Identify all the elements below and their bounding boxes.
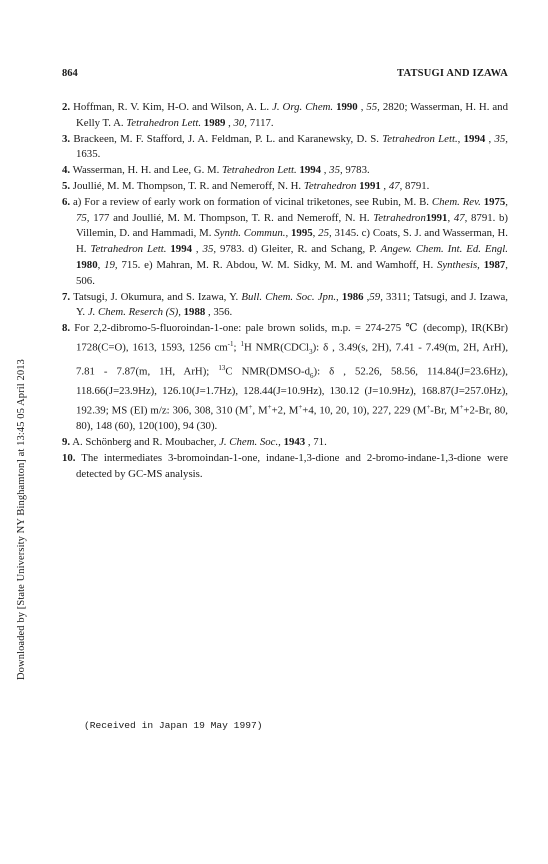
running-title: TATSUGI AND IZAWA xyxy=(397,68,508,79)
reference-text-run: Wasserman, H. H. and Lee, G. M. xyxy=(70,164,222,177)
reference-text-run: Angew. Chem. Int. Ed. Engl. xyxy=(380,243,508,256)
reference-text-run: For 2,2-dibromo-5-fluoroindan-1-one: pale brown solids, m.p. = 274-275 ℃ (decomp), IR(KBr) 1728(C=O), 1613, 1593, 1256 cm xyxy=(70,322,508,354)
reference-text-run: +4, 10, 20, 10), 227, 229 (M xyxy=(302,404,427,417)
reference-number: 3. xyxy=(62,132,71,145)
reference-text-run: 47, xyxy=(388,179,403,192)
reference-text-run: , xyxy=(192,243,203,256)
reference-text-run: + xyxy=(267,402,272,411)
reference-text-run: , xyxy=(447,211,454,224)
download-watermark-text: Downloaded by [State University NY Binghamton] at 13:45 05 April 2013 xyxy=(16,359,27,680)
reference-entry xyxy=(62,179,508,195)
reference-text-run: Chem. Rev. xyxy=(431,195,481,208)
reference-text-run: 9783. xyxy=(342,164,370,177)
reference-text-run: Tetrahedron xyxy=(303,179,357,192)
reference-text-run: , 71. xyxy=(305,436,327,449)
page-number: 864 xyxy=(62,68,78,79)
reference-text-run: 1975 xyxy=(483,195,506,208)
reference-text-run: 47, xyxy=(453,211,468,224)
reference-text-run: 35, xyxy=(329,164,343,177)
reference-text-run: 177 and Joullié, M. M. Thompson, T. R. and Nemeroff, N. H. xyxy=(89,211,374,224)
reference-text-run: +2, M xyxy=(271,404,299,417)
reference-text-run: , xyxy=(457,132,464,145)
reference-entry xyxy=(62,321,508,435)
reference-text-run: Synthesis, xyxy=(436,258,480,271)
reference-text-run: 30, xyxy=(233,116,247,129)
reference-text-run: + xyxy=(459,402,464,411)
reference-entry xyxy=(62,100,508,132)
reference-text-run: Tetrahedron Lett. xyxy=(126,116,202,129)
reference-text-run: Joullié, M. M. Thompson, T. R. and Nemeroff, N. H. xyxy=(70,179,304,192)
reference-text-run: 19, xyxy=(104,258,118,271)
reference-text-run: 1991 xyxy=(359,179,381,192)
reference-text-run: a) For a review of early work on formation of vicinal triketones, see Rubin, M. B. xyxy=(70,195,432,208)
reference-text-run: Tetrahedron Lett. xyxy=(382,132,458,145)
reference-text-run: C NMR(DMSO-d xyxy=(225,365,310,378)
reference-text-run: , 356. xyxy=(205,306,233,319)
reference-text-run: ; xyxy=(233,341,241,354)
reference-text-run: + xyxy=(298,402,303,411)
reference-text-run: 1994 xyxy=(463,132,486,145)
reference-text-run: 13 xyxy=(218,363,226,372)
reference-text-run: , xyxy=(225,116,234,129)
reference-text-run: Synth. Commun., xyxy=(214,227,289,240)
reference-text-run: Tetrahedron xyxy=(373,211,426,224)
reference-list xyxy=(62,100,508,482)
reference-entry xyxy=(62,435,508,451)
reference-text-run: 1987 xyxy=(483,258,506,271)
reference-text-run: , xyxy=(97,258,105,271)
reference-text-run: 3 xyxy=(309,347,313,356)
reference-text-run: 1980 xyxy=(76,258,98,271)
reference-text-run: 6 xyxy=(309,371,314,380)
reference-text-run: -1 xyxy=(227,339,234,348)
reference-text-run: + xyxy=(248,402,253,411)
reference-number: 8. xyxy=(62,322,71,335)
reference-text-run: A. Schönberg and R. Moubacher, xyxy=(70,436,220,449)
reference-text-run: 1995 xyxy=(291,227,313,240)
reference-text-run: 1988 xyxy=(183,306,206,319)
reference-text-run: 1989 xyxy=(201,116,226,129)
reference-text-run: 7117. xyxy=(247,116,274,129)
reference-text-run: 9783. d) Gleiter, R. and Schang, P. xyxy=(216,243,381,256)
reference-text-run: 1990 xyxy=(333,101,358,113)
reference-text-run: , xyxy=(321,164,330,177)
reference-entry xyxy=(62,163,508,179)
reference-text-run: , xyxy=(357,101,367,113)
reference-text-run: , xyxy=(312,227,319,240)
reference-text-run: +2-Br, 80, 80), 148 (60), 120(100), 94 (30). xyxy=(76,404,508,433)
reference-text-run: 8791. b) Villemin, D. and Hammadi, M. xyxy=(76,211,508,240)
reference-text-run: 2820; Wasserman, H. H. and Kelly T. A. xyxy=(76,101,508,129)
reference-number: 7. xyxy=(62,290,71,303)
reference-text-run: , xyxy=(380,179,389,192)
reference-text-run: J. Chem. Reserch (S), xyxy=(87,306,181,319)
reference-number: 2. xyxy=(62,101,71,113)
download-watermark xyxy=(16,200,30,680)
reference-text-run: 1635. xyxy=(76,148,101,161)
reference-text-run: J. Org. Chem. xyxy=(272,101,334,113)
reference-text-run: , 506. xyxy=(76,258,508,287)
reference-entry xyxy=(62,195,508,290)
reference-number: 6. xyxy=(62,195,71,208)
reference-entry xyxy=(62,132,508,164)
reference-text-run: 35, xyxy=(494,132,508,145)
reference-text-run: 1986 xyxy=(341,290,364,303)
reference-text-run: 3311; Tatsugi, and J. Izawa, Y. xyxy=(76,290,508,319)
reference-text-run: 8791. xyxy=(402,179,430,192)
reference-text-run: , xyxy=(363,290,370,303)
reference-text-run: , xyxy=(505,195,508,208)
reference-text-run: 1994 xyxy=(170,243,192,256)
reference-text-run: Tetrahedron Lett. xyxy=(221,164,297,177)
reference-number: 5. xyxy=(62,179,71,192)
reference-text-run: 1943 xyxy=(283,436,306,449)
reference-text-run: + xyxy=(426,402,431,411)
reference-text-run: 25, xyxy=(318,227,332,240)
reference-text-run: Tatsugi, J. Okumura, and S. Izawa, Y. xyxy=(70,290,242,303)
reference-number: 9. xyxy=(62,436,71,449)
reference-text-run: 59, xyxy=(369,290,383,303)
reference-text-run: 35, xyxy=(202,243,217,256)
reference-text-run: H NMR(CDCl xyxy=(243,341,310,354)
reference-entry xyxy=(62,451,508,483)
reference-text-run: J. Chem. Soc., xyxy=(219,436,281,449)
received-date: (Received in Japan 19 May 1997) xyxy=(84,720,263,731)
reference-text-run: ): δ , 3.49(s, 2H), 7.41 - 7.49(m, 2H, ArH), 7.81 - 7.87(m, 1H, ArH); xyxy=(76,341,509,378)
reference-number: 4. xyxy=(62,164,71,177)
reference-text-run: , xyxy=(485,132,495,145)
reference-text-run: -Br, M xyxy=(430,404,460,417)
reference-text-run: 3145. c) Coats, S. J. and Wasserman, H. H. xyxy=(76,227,509,256)
reference-text-run: Brackeen, M. F. Stafford, J. A. Feldman, P. L. and Karanewsky, D. S. xyxy=(70,132,383,145)
reference-text-run: 1 xyxy=(240,339,244,348)
reference-text-run: ): δ , 52.26, 58.56, 114.84(J=23.6Hz), 118.66(J=23.9Hz), 126.10(J=1.7Hz), 128.44(J=10.9Hz), 130.12 (J=10.9Hz), 168.87(J=257.0Hz), 192.39; MS (EI) m/z: 306, 308, 310 (M xyxy=(76,365,508,417)
reference-text-run: , M xyxy=(252,404,268,417)
reference-text-run: 55, xyxy=(366,101,380,113)
reference-entry xyxy=(62,290,508,322)
reference-text-run: 1994 xyxy=(299,164,322,177)
reference-text-run: 75, xyxy=(76,211,90,224)
reference-text-run: 715. e) Mahran, M. R. Abdou, W. M. Sidky, M. M. and Wamhoff, H. xyxy=(117,258,437,271)
reference-text-run: Tetrahedron Lett. xyxy=(90,243,167,256)
reference-text-run: 1991 xyxy=(425,211,448,224)
reference-number: 10. xyxy=(62,451,76,464)
reference-text-run: The intermediates 3-bromoindan-1-one, indane-1,3-dione and 2-bromo-indane-1,3-dione were detected by GC-MS analysis. xyxy=(75,451,508,480)
reference-text-run: Bull. Chem. Soc. Jpn., xyxy=(241,290,339,303)
reference-text-run: Hoffman, R. V. Kim, H-O. and Wilson, A. L. xyxy=(70,101,273,113)
